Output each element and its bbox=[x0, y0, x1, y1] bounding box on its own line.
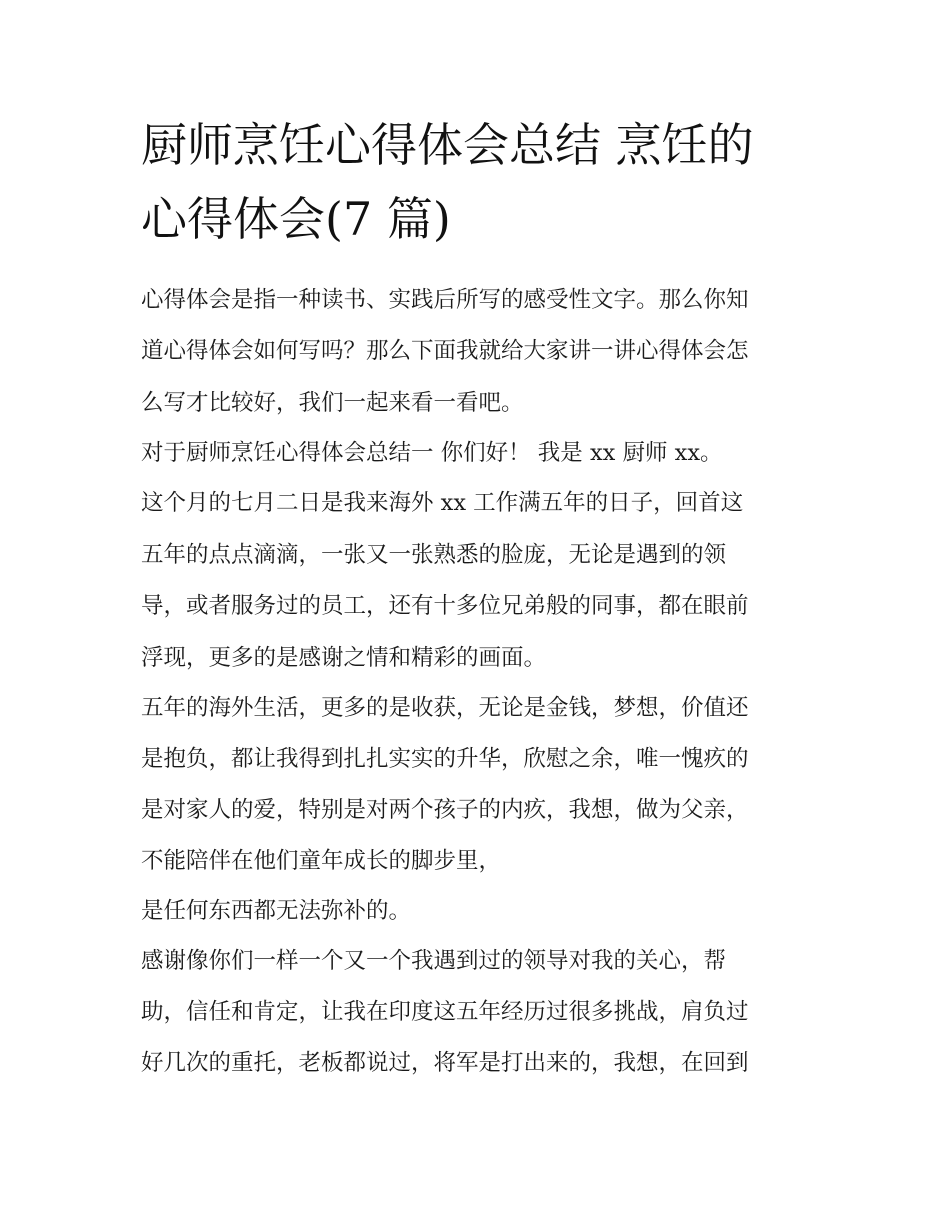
body-line: 不能陪伴在他们童年成长的脚步里， bbox=[141, 848, 502, 874]
body-line: 五年的点点滴滴，一张又一张熟悉的脸庞，无论是遇到的领 bbox=[141, 542, 727, 568]
body-line: 对于厨师烹饪心得体会总结一 你们好！ 我是 xx 厨师 xx。 bbox=[141, 440, 723, 466]
document-title bbox=[141, 108, 841, 256]
title-line-2: 心得体会(7 篇) bbox=[141, 192, 451, 246]
body-line: 这个月的七月二日是我来海外 xx 工作满五年的日子，回首这 bbox=[141, 490, 744, 516]
body-line: 心得体会是指一种读书、实践后所写的感受性文字。那么你知 bbox=[141, 287, 749, 313]
body-line: 是抱负，都让我得到扎扎实实的升华，欣慰之余，唯一愧疚的 bbox=[141, 746, 749, 772]
title-line-1: 厨师烹饪心得体会总结 烹饪的 bbox=[141, 118, 754, 172]
body-line: 是对家人的爱，特别是对两个孩子的内疚，我想，做为父亲， bbox=[141, 797, 749, 823]
body-line: 好几次的重托，老板都说过，将军是打出来的，我想，在回到 bbox=[141, 1050, 749, 1076]
body-line: 是任何东西都无法弥补的。 bbox=[141, 898, 412, 924]
body-line: 么写才比较好，我们一起来看一看吧。 bbox=[141, 390, 524, 416]
body-line: 浮现，更多的是感谢之情和精彩的画面。 bbox=[141, 645, 547, 671]
body-line: 导，或者服务过的员工，还有十多位兄弟般的同事，都在眼前 bbox=[141, 593, 749, 619]
body-line: 道心得体会如何写吗？那么下面我就给大家讲一讲心得体会怎 bbox=[141, 338, 749, 364]
body-line: 助，信任和肯定，让我在印度这五年经历过很多挑战，肩负过 bbox=[141, 999, 749, 1025]
body-line: 感谢像你们一样一个又一个我遇到过的领导对我的关心，帮 bbox=[141, 948, 727, 974]
body-line: 五年的海外生活，更多的是收获，无论是金钱，梦想，价值还 bbox=[141, 695, 749, 721]
